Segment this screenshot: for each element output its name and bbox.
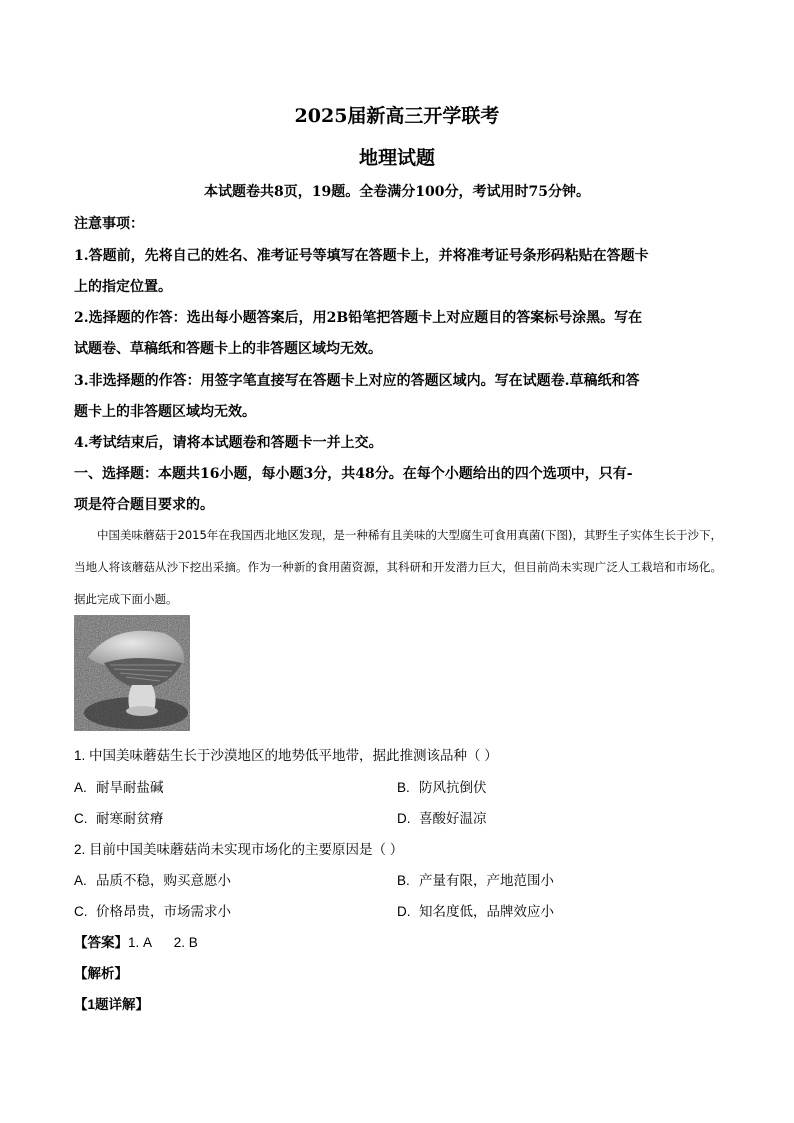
- notice-line: 题卡上的非答题区域均无效。: [74, 404, 256, 420]
- answer-line: [74, 931, 198, 951]
- exam-title: 2025届新高三开学联考: [294, 105, 500, 127]
- mushroom-photo: [74, 615, 190, 731]
- notice-line: 2.选择题的作答：选出每小题答案后，用2B铅笔把答题卡上对应题目的答案标号涂黑。写在: [74, 310, 643, 326]
- option-label: C.: [74, 811, 88, 826]
- option-text: 喜酸好温凉: [419, 811, 487, 826]
- q2-option-a[interactable]: [74, 869, 231, 889]
- option-text: 防风抗倒伏: [419, 780, 487, 795]
- option-text: 品质不稳，购买意愿小: [96, 873, 231, 888]
- question-1-stem: 1. 中国美味蘑菇生长于沙漠地区的地势低平地带，据此推测该品种（ ）: [74, 748, 498, 763]
- option-text: 价格昂贵，市场需求小: [96, 904, 231, 919]
- answer-text: 1. A 2. B: [128, 935, 198, 950]
- section-heading-cont: 项是符合题目要求的。: [74, 497, 214, 513]
- q1-option-a[interactable]: [74, 776, 164, 796]
- section-heading: 一、选择题：本题共16小题，每小题3分，共48分。在每个小题给出的四个选项中，只有-: [74, 466, 633, 482]
- analysis-tag: 【解析】: [74, 966, 128, 981]
- q2-option-b[interactable]: [397, 869, 554, 889]
- option-text: 耐寒耐贫瘠: [96, 811, 164, 826]
- option-label: D.: [397, 811, 411, 826]
- notice-line: 4.考试结束后，请将本试题卷和答题卡一并上交。: [74, 435, 383, 451]
- subject-title: 地理试题: [358, 147, 435, 169]
- option-label: B.: [397, 780, 410, 795]
- q2-option-c[interactable]: [74, 900, 231, 920]
- notice-line: 试题卷、草稿纸和答题卡上的非答题区域均无效。: [74, 341, 382, 357]
- option-text: 产量有限，产地范围小: [419, 873, 554, 888]
- q2-option-d[interactable]: [397, 900, 554, 920]
- option-label: D.: [397, 904, 411, 919]
- notice-line: 1.答题前，先将自己的姓名、准考证号等填写在答题卡上，并将准考证号条形码粘贴在答题卡: [74, 248, 649, 264]
- exam-info: 本试题卷共8页，19题。全卷满分100分，考试用时75分钟。: [204, 184, 590, 200]
- option-label: A.: [74, 780, 87, 795]
- q1-option-c[interactable]: [74, 807, 164, 827]
- notice-line: 上的指定位置。: [74, 279, 172, 295]
- option-label: A.: [74, 873, 87, 888]
- q1-option-b[interactable]: [397, 776, 487, 796]
- question-2-stem: 2. 目前中国美味蘑菇尚未实现市场化的主要原因是（ ）: [74, 842, 404, 857]
- option-label: C.: [74, 904, 88, 919]
- option-text: 知名度低，品牌效应小: [419, 904, 554, 919]
- analysis-detail-heading: 【1题详解】: [74, 997, 150, 1012]
- notice-heading: 注意事项：: [74, 216, 144, 232]
- notice-line: 3.非选择题的作答：用签字笔直接写在答题卡上对应的答题区域内。写在试题卷.草稿纸和答: [74, 373, 640, 389]
- q1-option-d[interactable]: [397, 807, 487, 827]
- option-text: 耐旱耐盐碱: [96, 780, 164, 795]
- option-label: B.: [397, 873, 410, 888]
- reading-passage: 中国美味蘑菇于2015年在我国西北地区发现，是一种稀有且美味的大型腐生可食用真菌(下图)，其野生子实体生长于沙下，当地人将该蘑菇从沙下挖出采摘。作为一种新的食用菌资源，其科研和开发潜力巨大，但目前尚未实现广泛人工栽培和市场化。据此完成下面小题。: [74, 528, 722, 606]
- answer-tag: 【答案】: [74, 935, 128, 950]
